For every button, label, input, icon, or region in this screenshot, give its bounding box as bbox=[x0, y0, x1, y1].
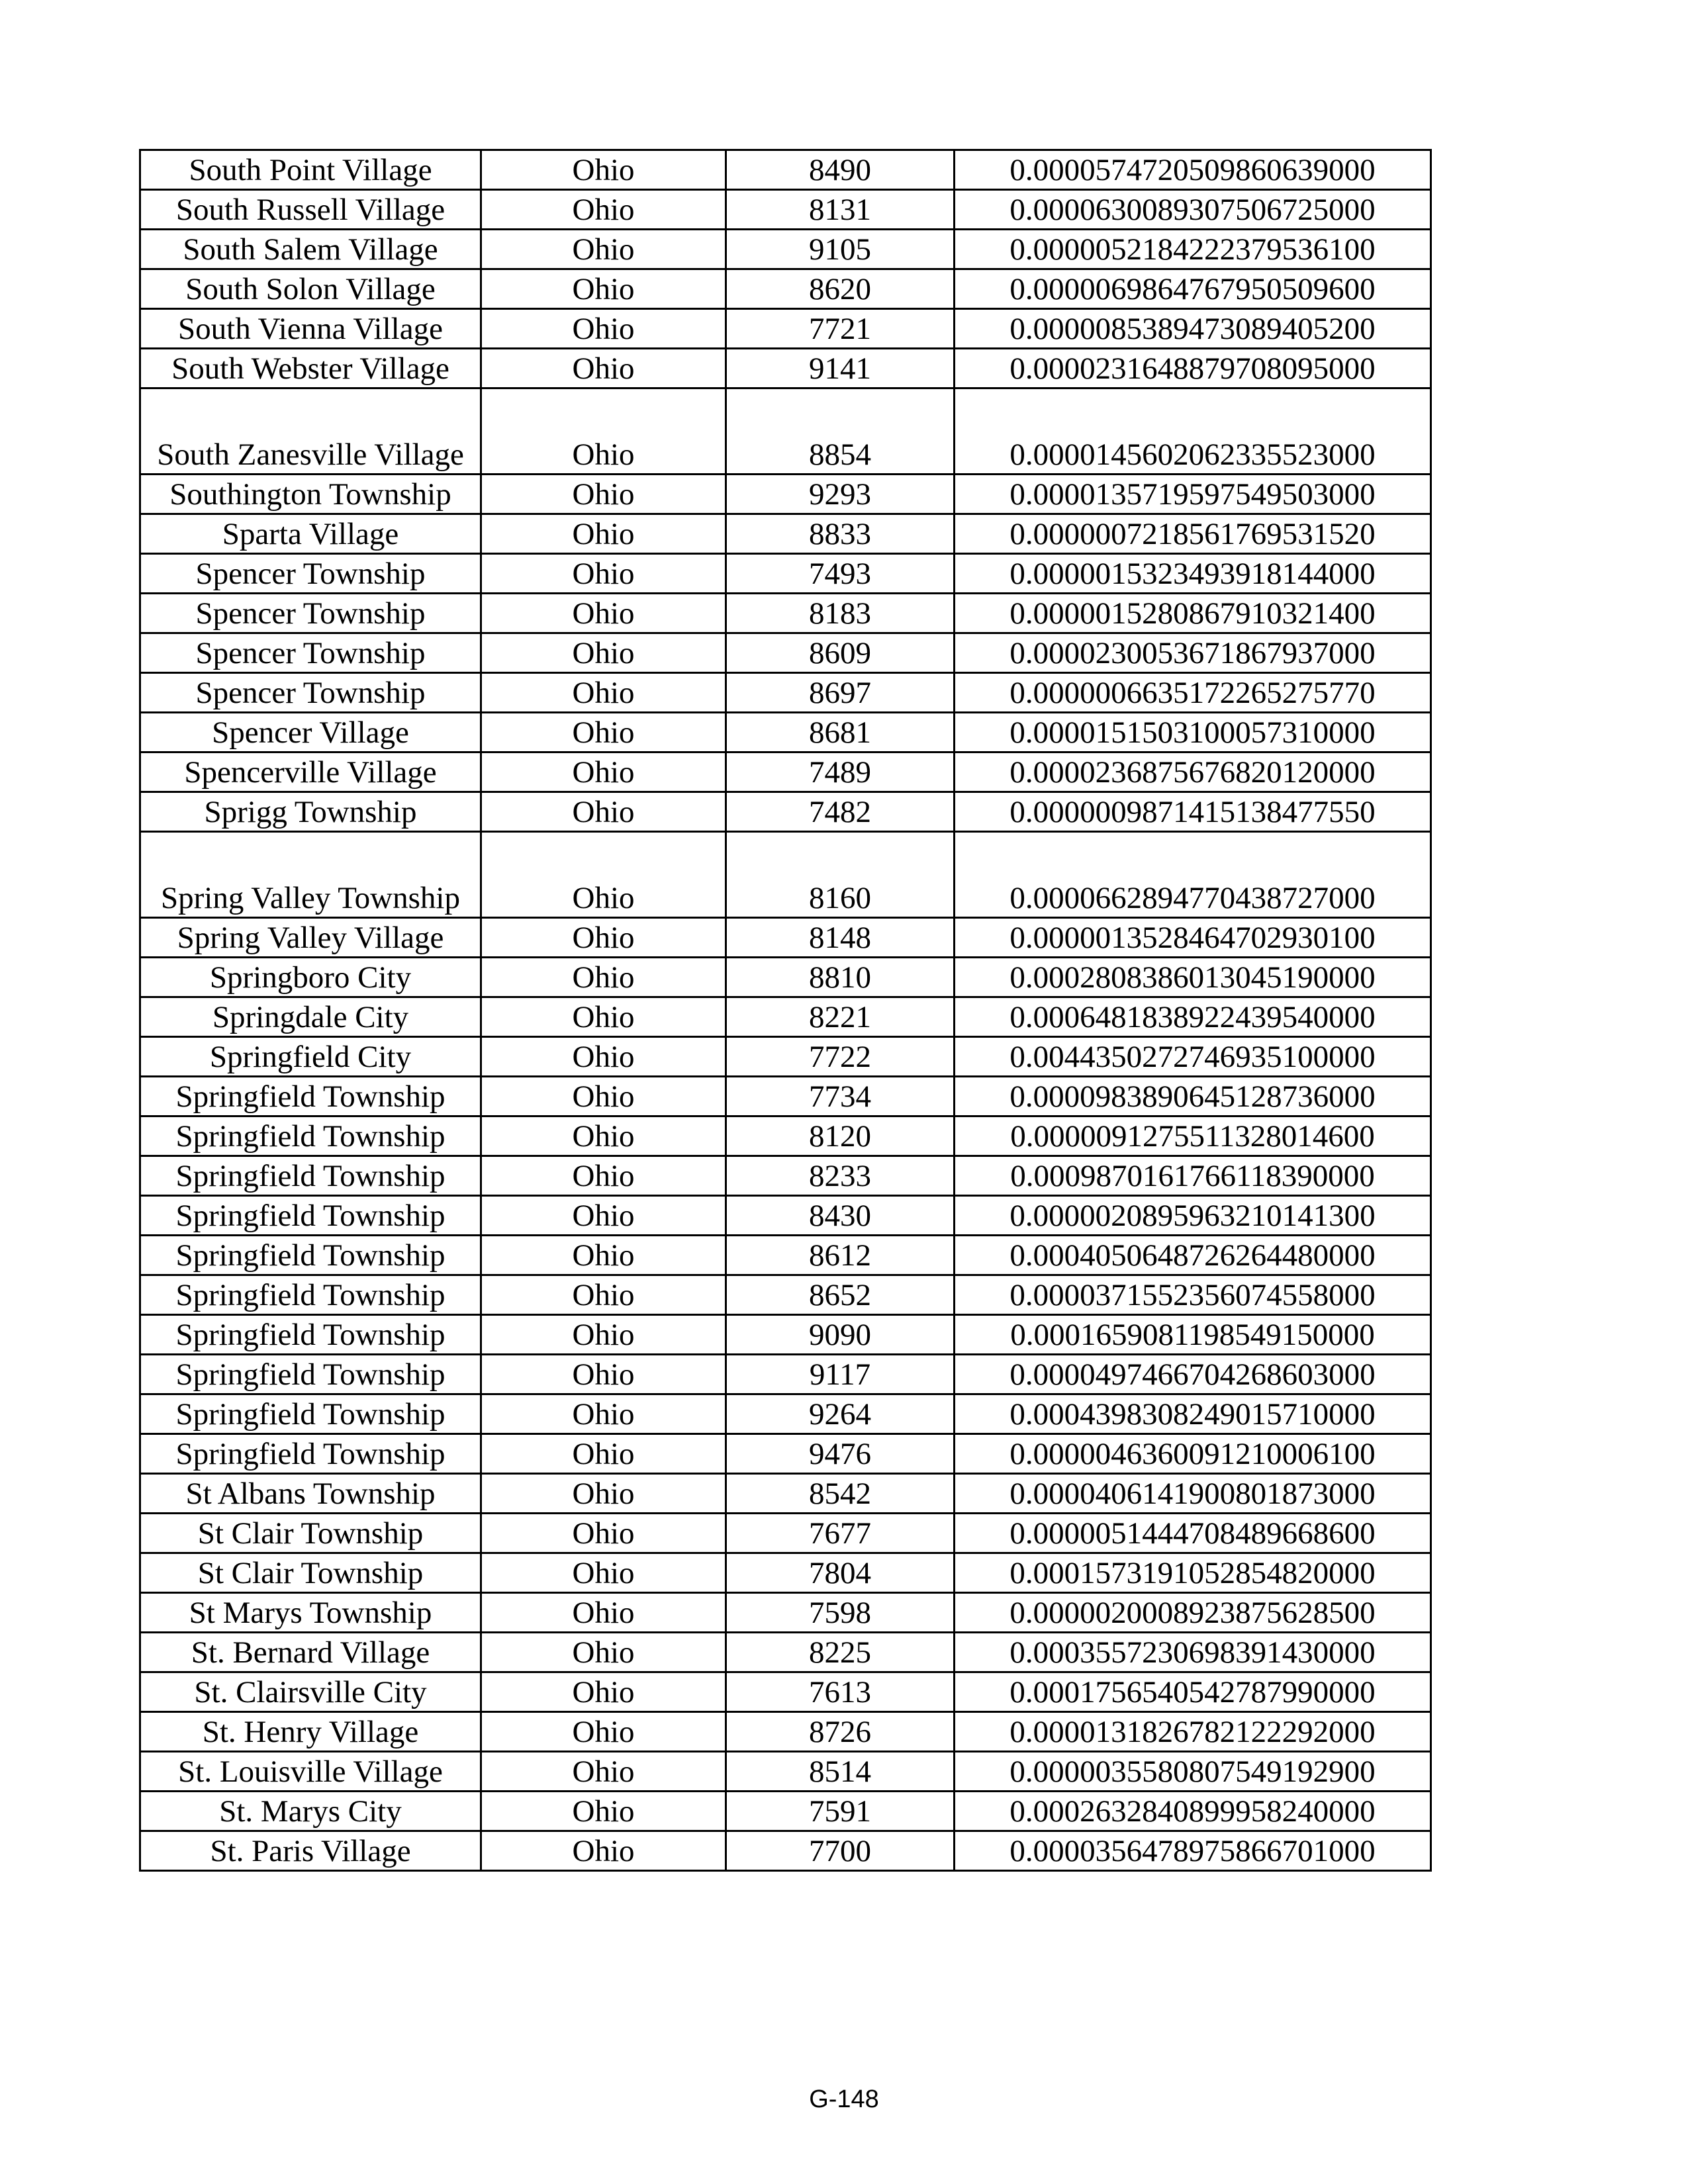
value-cell: 0.0000091275511328014600 bbox=[955, 1116, 1431, 1156]
value-cell: 0.0000085389473089405200 bbox=[955, 309, 1431, 349]
state-cell: Ohio bbox=[481, 1037, 726, 1077]
table-row bbox=[140, 1394, 1431, 1434]
state-cell: Ohio bbox=[481, 309, 726, 349]
code-cell: 8430 bbox=[726, 1196, 955, 1236]
value-cell: 0.0000006635172265275770 bbox=[955, 673, 1431, 713]
code-cell: 8854 bbox=[726, 388, 955, 475]
table-row bbox=[140, 1514, 1431, 1553]
table-row bbox=[140, 752, 1431, 792]
place-name-cell: St Clair Township bbox=[140, 1514, 481, 1553]
place-name-cell: Springfield Township bbox=[140, 1275, 481, 1315]
value-cell: 0.0000015280867910321400 bbox=[955, 594, 1431, 633]
place-name-cell: South Salem Village bbox=[140, 230, 481, 269]
value-cell: 0.0000020008923875628500 bbox=[955, 1593, 1431, 1633]
page-number: G-148 bbox=[809, 2085, 879, 2113]
code-cell: 7804 bbox=[726, 1553, 955, 1593]
table-row bbox=[140, 673, 1431, 713]
table-row bbox=[140, 1553, 1431, 1593]
state-cell: Ohio bbox=[481, 1593, 726, 1633]
place-name-cell: Spencer Township bbox=[140, 633, 481, 673]
state-cell: Ohio bbox=[481, 554, 726, 594]
code-cell: 7722 bbox=[726, 1037, 955, 1077]
code-cell: 7482 bbox=[726, 792, 955, 832]
place-name-cell: St. Bernard Village bbox=[140, 1633, 481, 1672]
value-cell: 0.0000231648879708095000 bbox=[955, 349, 1431, 388]
table-row bbox=[140, 594, 1431, 633]
value-cell: 0.0000574720509860639000 bbox=[955, 150, 1431, 190]
value-cell: 0.0004050648726264480000 bbox=[955, 1236, 1431, 1275]
place-name-cell: Spring Valley Township bbox=[140, 832, 481, 918]
table-row bbox=[140, 1474, 1431, 1514]
value-cell: 0.0000356478975866701000 bbox=[955, 1831, 1431, 1871]
code-cell: 8131 bbox=[726, 190, 955, 230]
table-body bbox=[140, 150, 1431, 1871]
code-cell: 7493 bbox=[726, 554, 955, 594]
state-cell: Ohio bbox=[481, 1275, 726, 1315]
value-cell: 0.0004398308249015710000 bbox=[955, 1394, 1431, 1434]
state-cell: Ohio bbox=[481, 1474, 726, 1514]
state-cell: Ohio bbox=[481, 190, 726, 230]
state-cell: Ohio bbox=[481, 713, 726, 752]
code-cell: 9293 bbox=[726, 475, 955, 514]
state-cell: Ohio bbox=[481, 1116, 726, 1156]
value-cell: 0.0000046360091210006100 bbox=[955, 1434, 1431, 1474]
place-name-cell: Spencer Township bbox=[140, 594, 481, 633]
code-cell: 8612 bbox=[726, 1236, 955, 1275]
value-cell: 0.0001573191052854820000 bbox=[955, 1553, 1431, 1593]
place-name-cell: St. Henry Village bbox=[140, 1712, 481, 1752]
state-cell: Ohio bbox=[481, 1394, 726, 1434]
state-cell: Ohio bbox=[481, 1672, 726, 1712]
code-cell: 8221 bbox=[726, 997, 955, 1037]
table-row bbox=[140, 1315, 1431, 1355]
table-row bbox=[140, 309, 1431, 349]
place-name-cell: South Russell Village bbox=[140, 190, 481, 230]
state-cell: Ohio bbox=[481, 958, 726, 997]
place-name-cell: Springfield Township bbox=[140, 1355, 481, 1394]
place-name-cell: South Solon Village bbox=[140, 269, 481, 309]
state-cell: Ohio bbox=[481, 1553, 726, 1593]
code-cell: 7721 bbox=[726, 309, 955, 349]
state-cell: Ohio bbox=[481, 269, 726, 309]
state-cell: Ohio bbox=[481, 230, 726, 269]
table-row bbox=[140, 1077, 1431, 1116]
code-cell: 9105 bbox=[726, 230, 955, 269]
table-row bbox=[140, 1831, 1431, 1871]
table-row bbox=[140, 150, 1431, 190]
table-row bbox=[140, 1037, 1431, 1077]
value-cell: 0.0000007218561769531520 bbox=[955, 514, 1431, 554]
place-name-cell: Spencer Township bbox=[140, 554, 481, 594]
place-name-cell: Sprigg Township bbox=[140, 792, 481, 832]
table-row bbox=[140, 1434, 1431, 1474]
place-name-cell: Spring Valley Village bbox=[140, 918, 481, 958]
place-name-cell: Springfield Township bbox=[140, 1196, 481, 1236]
code-cell: 8233 bbox=[726, 1156, 955, 1196]
table-row bbox=[140, 713, 1431, 752]
place-name-cell: Springfield Township bbox=[140, 1394, 481, 1434]
value-cell: 0.0000662894770438727000 bbox=[955, 832, 1431, 918]
state-cell: Ohio bbox=[481, 1831, 726, 1871]
state-cell: Ohio bbox=[481, 594, 726, 633]
table-row bbox=[140, 1156, 1431, 1196]
code-cell: 9476 bbox=[726, 1434, 955, 1474]
state-cell: Ohio bbox=[481, 1236, 726, 1275]
place-name-cell: St Albans Township bbox=[140, 1474, 481, 1514]
place-name-cell: South Vienna Village bbox=[140, 309, 481, 349]
state-cell: Ohio bbox=[481, 1712, 726, 1752]
code-cell: 8514 bbox=[726, 1752, 955, 1792]
table-row bbox=[140, 792, 1431, 832]
table-row bbox=[140, 958, 1431, 997]
state-cell: Ohio bbox=[481, 1514, 726, 1553]
table-row bbox=[140, 388, 1431, 475]
place-name-cell: St. Paris Village bbox=[140, 1831, 481, 1871]
code-cell: 8652 bbox=[726, 1275, 955, 1315]
value-cell: 0.0002632840899958240000 bbox=[955, 1792, 1431, 1831]
value-cell: 0.0000069864767950509600 bbox=[955, 269, 1431, 309]
table-row bbox=[140, 1792, 1431, 1831]
table-row bbox=[140, 1672, 1431, 1712]
state-cell: Ohio bbox=[481, 514, 726, 554]
state-cell: Ohio bbox=[481, 475, 726, 514]
code-cell: 7489 bbox=[726, 752, 955, 792]
place-name-cell: St. Louisville Village bbox=[140, 1752, 481, 1792]
state-cell: Ohio bbox=[481, 1077, 726, 1116]
table-row bbox=[140, 190, 1431, 230]
table-row bbox=[140, 514, 1431, 554]
table-row bbox=[140, 832, 1431, 918]
place-name-cell: Springfield City bbox=[140, 1037, 481, 1077]
place-name-cell: South Point Village bbox=[140, 150, 481, 190]
table-row bbox=[140, 1633, 1431, 1672]
place-name-cell: Springfield Township bbox=[140, 1156, 481, 1196]
table-row bbox=[140, 918, 1431, 958]
state-cell: Ohio bbox=[481, 752, 726, 792]
table-row bbox=[140, 269, 1431, 309]
value-cell: 0.0000131826782122292000 bbox=[955, 1712, 1431, 1752]
code-cell: 8833 bbox=[726, 514, 955, 554]
place-name-cell: South Zanesville Village bbox=[140, 388, 481, 475]
table-row bbox=[140, 633, 1431, 673]
value-cell: 0.0000145602062335523000 bbox=[955, 388, 1431, 475]
code-cell: 7700 bbox=[726, 1831, 955, 1871]
code-cell: 8620 bbox=[726, 269, 955, 309]
place-name-cell: St Clair Township bbox=[140, 1553, 481, 1593]
place-name-cell: St. Clairsville City bbox=[140, 1672, 481, 1712]
table-row bbox=[140, 230, 1431, 269]
code-cell: 9090 bbox=[726, 1315, 955, 1355]
value-cell: 0.0000052184222379536100 bbox=[955, 230, 1431, 269]
state-cell: Ohio bbox=[481, 150, 726, 190]
code-cell: 8726 bbox=[726, 1712, 955, 1752]
code-cell: 8681 bbox=[726, 713, 955, 752]
value-cell: 0.0000035580807549192900 bbox=[955, 1752, 1431, 1792]
code-cell: 7613 bbox=[726, 1672, 955, 1712]
place-name-cell: Springfield Township bbox=[140, 1077, 481, 1116]
table-row bbox=[140, 1196, 1431, 1236]
code-cell: 8609 bbox=[726, 633, 955, 673]
table-row bbox=[140, 1116, 1431, 1156]
table-row bbox=[140, 349, 1431, 388]
value-cell: 0.0001756540542787990000 bbox=[955, 1672, 1431, 1712]
value-cell: 0.0000236875676820120000 bbox=[955, 752, 1431, 792]
state-cell: Ohio bbox=[481, 1434, 726, 1474]
value-cell: 0.0000009871415138477550 bbox=[955, 792, 1431, 832]
state-cell: Ohio bbox=[481, 1355, 726, 1394]
place-name-cell: St. Marys City bbox=[140, 1792, 481, 1831]
state-cell: Ohio bbox=[481, 388, 726, 475]
state-cell: Ohio bbox=[481, 633, 726, 673]
value-cell: 0.0000983890645128736000 bbox=[955, 1077, 1431, 1116]
value-cell: 0.0000135719597549503000 bbox=[955, 475, 1431, 514]
value-cell: 0.0009870161766118390000 bbox=[955, 1156, 1431, 1196]
code-cell: 9141 bbox=[726, 349, 955, 388]
table-row bbox=[140, 1752, 1431, 1792]
value-cell: 0.0000020895963210141300 bbox=[955, 1196, 1431, 1236]
value-cell: 0.0000230053671867937000 bbox=[955, 633, 1431, 673]
table-row bbox=[140, 475, 1431, 514]
value-cell: 0.0000406141900801873000 bbox=[955, 1474, 1431, 1514]
table-row bbox=[140, 1712, 1431, 1752]
value-cell: 0.0006481838922439540000 bbox=[955, 997, 1431, 1037]
value-cell: 0.0001659081198549150000 bbox=[955, 1315, 1431, 1355]
place-name-cell: Spencerville Village bbox=[140, 752, 481, 792]
table-row bbox=[140, 1275, 1431, 1315]
place-name-cell: Spencer Village bbox=[140, 713, 481, 752]
code-cell: 8697 bbox=[726, 673, 955, 713]
value-cell: 0.0000630089307506725000 bbox=[955, 190, 1431, 230]
value-cell: 0.0000497466704268603000 bbox=[955, 1355, 1431, 1394]
code-cell: 8160 bbox=[726, 832, 955, 918]
place-name-cell: Springfield Township bbox=[140, 1315, 481, 1355]
place-name-cell: Springfield Township bbox=[140, 1434, 481, 1474]
value-cell: 0.0000015323493918144000 bbox=[955, 554, 1431, 594]
code-cell: 8120 bbox=[726, 1116, 955, 1156]
value-cell: 0.0003557230698391430000 bbox=[955, 1633, 1431, 1672]
place-name-cell: Springboro City bbox=[140, 958, 481, 997]
table-row bbox=[140, 1355, 1431, 1394]
code-cell: 8225 bbox=[726, 1633, 955, 1672]
state-cell: Ohio bbox=[481, 1156, 726, 1196]
state-cell: Ohio bbox=[481, 1792, 726, 1831]
code-cell: 8810 bbox=[726, 958, 955, 997]
place-name-cell: Springfield Township bbox=[140, 1236, 481, 1275]
table-row bbox=[140, 1593, 1431, 1633]
state-cell: Ohio bbox=[481, 1196, 726, 1236]
state-cell: Ohio bbox=[481, 792, 726, 832]
value-cell: 0.0000151503100057310000 bbox=[955, 713, 1431, 752]
code-cell: 8542 bbox=[726, 1474, 955, 1514]
state-cell: Ohio bbox=[481, 1633, 726, 1672]
place-name-cell: Southington Township bbox=[140, 475, 481, 514]
value-cell: 0.0002808386013045190000 bbox=[955, 958, 1431, 997]
value-cell: 0.0000013528464702930100 bbox=[955, 918, 1431, 958]
state-cell: Ohio bbox=[481, 1752, 726, 1792]
code-cell: 7591 bbox=[726, 1792, 955, 1831]
state-cell: Ohio bbox=[481, 997, 726, 1037]
code-cell: 8148 bbox=[726, 918, 955, 958]
value-cell: 0.0000051444708489668600 bbox=[955, 1514, 1431, 1553]
data-table bbox=[139, 149, 1432, 1872]
state-cell: Ohio bbox=[481, 673, 726, 713]
code-cell: 7677 bbox=[726, 1514, 955, 1553]
code-cell: 8490 bbox=[726, 150, 955, 190]
place-name-cell: Springdale City bbox=[140, 997, 481, 1037]
code-cell: 9264 bbox=[726, 1394, 955, 1434]
table-row bbox=[140, 554, 1431, 594]
table-row bbox=[140, 1236, 1431, 1275]
place-name-cell: Sparta Village bbox=[140, 514, 481, 554]
value-cell: 0.0000371552356074558000 bbox=[955, 1275, 1431, 1315]
place-name-cell: South Webster Village bbox=[140, 349, 481, 388]
code-cell: 7734 bbox=[726, 1077, 955, 1116]
value-cell: 0.0044350272746935100000 bbox=[955, 1037, 1431, 1077]
state-cell: Ohio bbox=[481, 918, 726, 958]
state-cell: Ohio bbox=[481, 349, 726, 388]
state-cell: Ohio bbox=[481, 832, 726, 918]
place-name-cell: Springfield Township bbox=[140, 1116, 481, 1156]
state-cell: Ohio bbox=[481, 1315, 726, 1355]
place-name-cell: Spencer Township bbox=[140, 673, 481, 713]
table-row bbox=[140, 997, 1431, 1037]
code-cell: 8183 bbox=[726, 594, 955, 633]
code-cell: 7598 bbox=[726, 1593, 955, 1633]
code-cell: 9117 bbox=[726, 1355, 955, 1394]
place-name-cell: St Marys Township bbox=[140, 1593, 481, 1633]
